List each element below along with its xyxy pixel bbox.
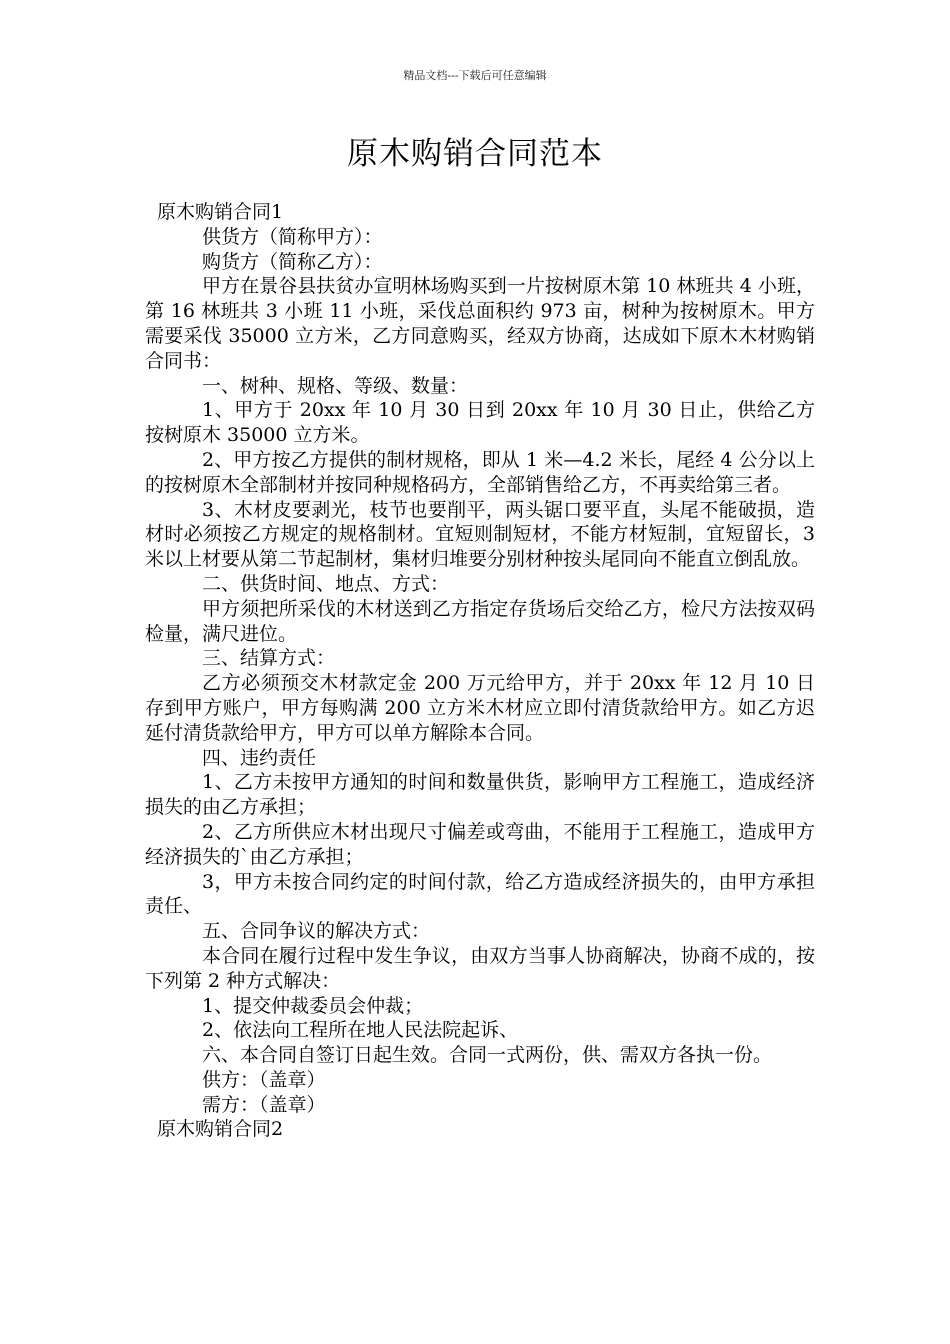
paragraph: 供货方（简称甲方）： bbox=[202, 225, 383, 248]
paragraph: 乙方必须预交木材款定金 200 万元给甲方，并于 20xx 年 12 月 10 日存到甲方账户，甲方每购满 200 立方米木材应立即付清货款给甲方。如乙方迟延付清货款给甲方，甲方可以单方解除本合同。 bbox=[145, 672, 815, 744]
paragraph: 四、违约责任 bbox=[202, 746, 317, 769]
document-title: 原木购销合同范本 bbox=[347, 136, 603, 172]
document-body bbox=[145, 200, 815, 1142]
paragraph: 六、本合同自签订日起生效。合同一式两份，供、需双方各执一份。 bbox=[202, 1044, 773, 1067]
paragraph: 购货方（简称乙方）： bbox=[202, 250, 383, 273]
paragraph: 一、树种、规格、等级、数量： bbox=[202, 374, 469, 397]
paragraph: 甲方须把所采伐的木材送到乙方指定存货场后交给乙方，检尺方法按双码检量，满尺进位。 bbox=[145, 597, 815, 645]
paragraph: 甲方在景谷县扶贫办宣明林场购买到一片按树原木第 10 林班共 4 小班，第 16 林班共 3 小班 11 小班，采伐总面积约 973 亩，树种为按树原木。甲方需要采伐 35000 立方米，乙方同意购买，经双方协商，达成如下原木木材购销合同书： bbox=[145, 275, 815, 372]
paragraph: 1、甲方于 20xx 年 10 月 30 日到 20xx 年 10 月 30 日止，供给乙方按树原木 35000 立方米。 bbox=[145, 399, 815, 447]
paragraph: 三、结算方式： bbox=[202, 647, 336, 670]
paragraph: 需方：（盖章） bbox=[202, 1093, 326, 1116]
paragraph: 2、甲方按乙方提供的制材规格，即从 1 米—4.2 米长，尾经 4 公分以上的按树原木全部制材并按同种规格码方，全部销售给乙方，不再卖给第三者。 bbox=[145, 448, 815, 496]
paragraph: 供方：（盖章） bbox=[202, 1068, 326, 1091]
paragraph: 原木购销合同1 bbox=[157, 201, 284, 223]
paragraph: 1、乙方未按甲方通知的时间和数量供货，影响甲方工程施工，造成经济损失的由乙方承担； bbox=[145, 771, 815, 819]
paragraph: 原木购销合同2 bbox=[157, 1118, 284, 1141]
paragraph: 3、木材皮要剥光，枝节也要削平，两头锯口要平直，头尾不能破损，造材时必须按乙方规定的规格制材。宜短则制短材，不能方材短制，宜短留长，3 米以上材要从第二节起制材，集材归堆要分别材种按头尾同向不能直立倒乱放。 bbox=[145, 498, 815, 571]
paragraph: 2、依法向工程所在地人民法院起诉、 bbox=[202, 1019, 519, 1042]
paragraph: 二、供货时间、地点、方式： bbox=[202, 572, 450, 595]
header-note: 精品文档---下载后可任意编辑 bbox=[403, 69, 547, 82]
paragraph: 五、合同争议的解决方式： bbox=[202, 920, 431, 943]
paragraph: 2、乙方所供应木材出现尺寸偏差或弯曲，不能用于工程施工，造成甲方经济损失的`由乙方承担； bbox=[145, 820, 815, 868]
paragraph: 本合同在履行过程中发生争议，由双方当事人协商解决，协商不成的，按下列第 2 种方式解决： bbox=[145, 944, 815, 992]
paragraph: 1、提交仲裁委员会仲裁； bbox=[202, 994, 424, 1017]
paragraph: 3，甲方未按合同约定的时间付款，给乙方造成经济损失的，由甲方承担责任、 bbox=[145, 870, 815, 918]
